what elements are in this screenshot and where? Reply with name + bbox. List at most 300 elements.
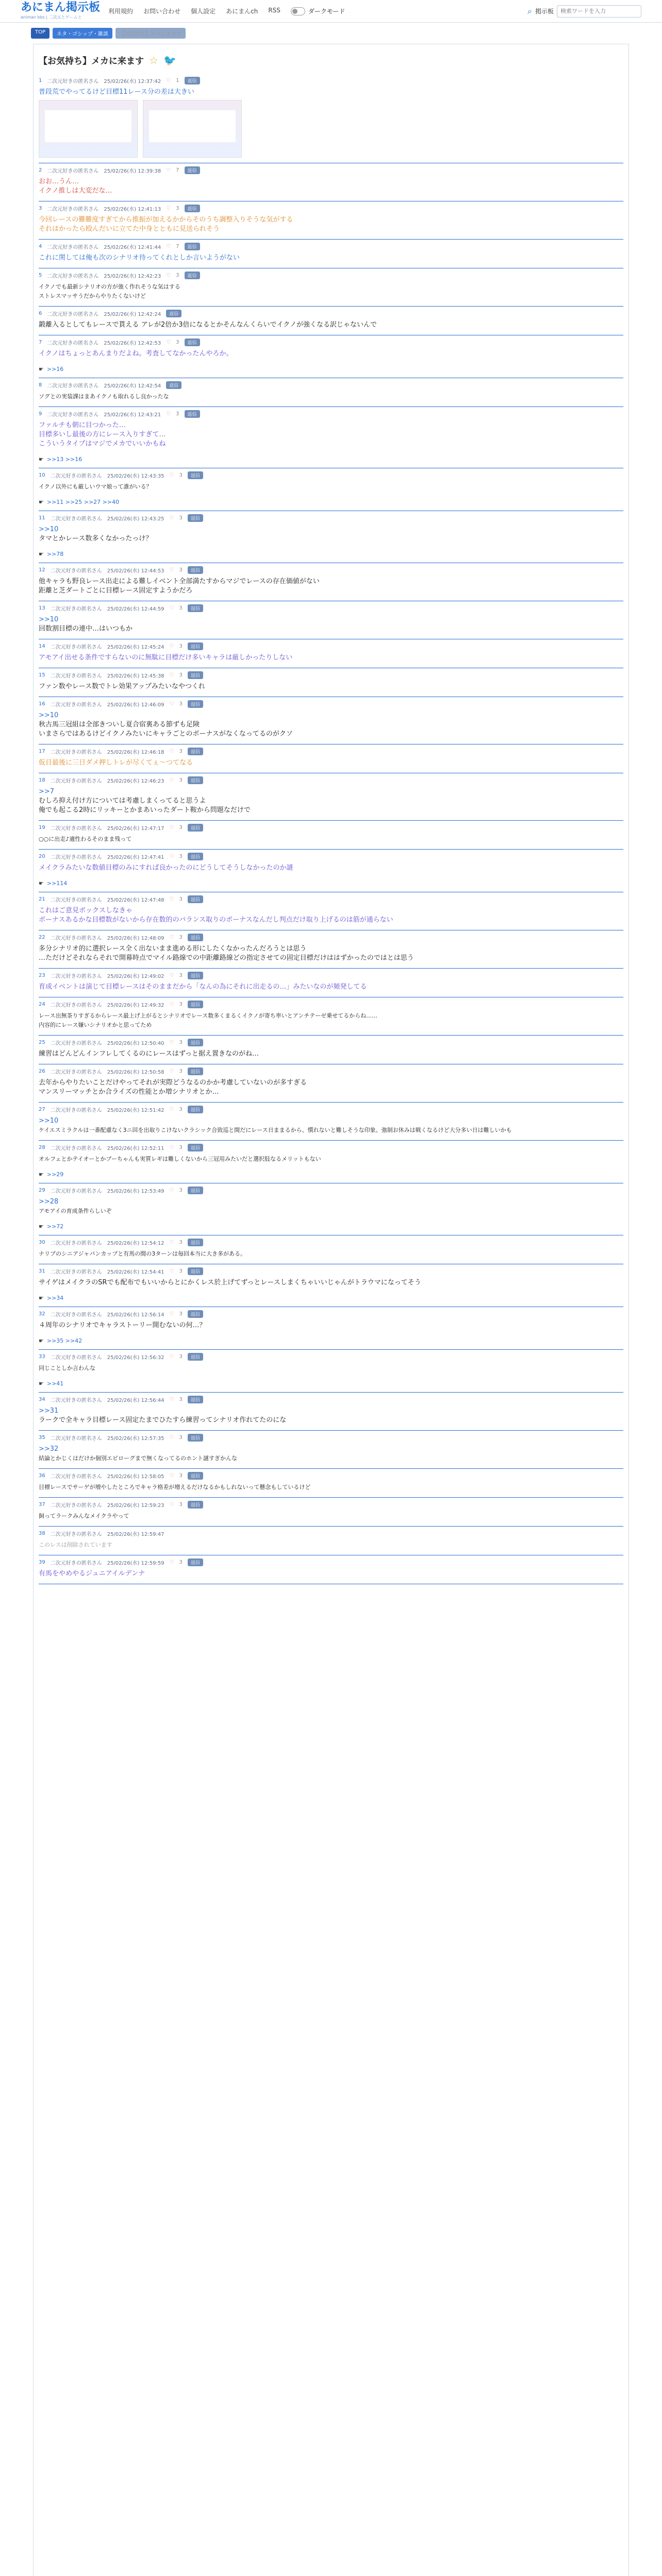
post-text-line: おお…うん…	[39, 178, 79, 185]
poster-name: 二次元好きの匿名さん	[50, 1474, 102, 1480]
poster-name: 二次元好きの匿名さん	[50, 1532, 102, 1537]
post-meta	[39, 566, 623, 574]
reply-button[interactable]: 返信	[188, 853, 203, 860]
post-text-line: イクノ推しは大変だな…	[39, 187, 112, 195]
heart-icon[interactable]: ♡	[169, 1240, 174, 1245]
post-date: 25/02/26(水) 12:57:35	[107, 1436, 164, 1442]
nav-terms[interactable]: 利用規約	[108, 8, 134, 15]
post-number[interactable]: 6	[39, 311, 42, 316]
heart-icon[interactable]: ♡	[169, 1397, 174, 1402]
reply-button[interactable]: 返信	[188, 1434, 203, 1442]
post-number[interactable]: 7	[39, 340, 42, 345]
post-number[interactable]: 5	[39, 273, 42, 278]
like-count: 3	[179, 472, 183, 478]
reply-anchors	[39, 1295, 623, 1301]
heart-icon[interactable]: ♡	[169, 1188, 174, 1193]
post-number[interactable]: 10	[39, 472, 45, 478]
reply-hand-icon: ☛	[39, 1171, 44, 1178]
heart-icon[interactable]: ♡	[169, 896, 174, 902]
post-text-line: イクノでも最新シナリオの方が強く作れそうな気はする	[39, 283, 180, 290]
post-meta	[39, 895, 623, 903]
reply-button[interactable]: 返信	[188, 1239, 203, 1246]
post-meta	[39, 243, 623, 250]
reply-button[interactable]: 返信	[188, 776, 203, 784]
post-number[interactable]: 19	[39, 825, 45, 831]
post-number[interactable]: 26	[39, 1069, 45, 1074]
heart-icon[interactable]: ♡	[169, 1473, 174, 1479]
anchor-links[interactable]: >>72	[46, 1223, 64, 1230]
post	[39, 1064, 623, 1103]
post-number[interactable]: 38	[39, 1531, 45, 1536]
reply-button[interactable]: 返信	[188, 1039, 203, 1046]
anchor-links[interactable]: >>34	[46, 1295, 64, 1301]
like-count: 7	[176, 244, 179, 249]
post-meta	[39, 700, 623, 708]
post-body	[39, 1155, 623, 1164]
post-number[interactable]: 24	[39, 1002, 45, 1007]
post-body	[39, 177, 623, 196]
post-number[interactable]: 34	[39, 1397, 45, 1402]
post-text-line: 内容的にレース嫌いシナリオかと思ってため	[39, 1022, 152, 1028]
post-body	[39, 1512, 623, 1521]
heart-icon[interactable]: ♡	[166, 167, 171, 173]
post-number[interactable]: 2	[39, 167, 42, 173]
like-count: 3	[179, 854, 183, 859]
post-body	[39, 349, 623, 359]
reply-button[interactable]: 返信	[188, 934, 203, 941]
like-count: 3	[179, 1069, 183, 1074]
heart-icon[interactable]: ♡	[166, 411, 171, 417]
post-number[interactable]: 13	[39, 605, 45, 611]
post	[39, 850, 623, 892]
post-text-line: 飼ってラークみんなメイクラやって	[39, 1513, 129, 1519]
reply-button[interactable]: 返信	[185, 205, 200, 212]
post-date: 25/02/26(水) 12:47:48	[107, 897, 164, 903]
post	[39, 744, 623, 773]
breadcrumb-category[interactable]: ネタ・ゴシップ・雑談	[53, 28, 112, 39]
post-meta	[39, 748, 623, 755]
post	[39, 1307, 623, 1350]
reply-button[interactable]: 返信	[188, 1267, 203, 1275]
post-meta	[39, 205, 623, 212]
heart-icon[interactable]: ♡	[169, 701, 174, 707]
heart-icon[interactable]: ♡	[169, 1002, 174, 1007]
post-meta	[39, 1396, 623, 1403]
anchor-links[interactable]: >>13 >>16	[46, 456, 82, 463]
post-number[interactable]: 25	[39, 1040, 45, 1045]
nav-contact[interactable]: お問い合わせ	[143, 8, 181, 15]
post-body	[39, 577, 623, 596]
post-number[interactable]: 12	[39, 567, 45, 573]
reply-button[interactable]: 返信	[188, 1353, 203, 1361]
logo-text[interactable]: あにまん掲示板	[21, 1, 101, 14]
poster-name: 二次元好きの匿名さん	[47, 274, 99, 279]
post-meta	[39, 1144, 623, 1151]
reply-button[interactable]: 返信	[188, 1310, 203, 1318]
reply-button[interactable]: 返信	[188, 1472, 203, 1480]
heart-icon[interactable]: ♡	[169, 1502, 174, 1507]
poster-name: 二次元好きの匿名さん	[50, 1070, 102, 1075]
post	[39, 668, 623, 697]
reply-hand-icon: ☛	[39, 1223, 44, 1230]
reply-button[interactable]: 返信	[188, 1144, 203, 1151]
poster-name: 二次元好きの匿名さん	[50, 1241, 102, 1246]
post	[39, 307, 623, 335]
anchor-links[interactable]: >>78	[46, 551, 64, 557]
post-date: 25/02/26(水) 12:44:53	[107, 568, 164, 574]
poster-name: 二次元好きの匿名さん	[50, 1312, 102, 1318]
post-date: 25/02/26(水) 12:42:54	[104, 383, 161, 389]
post-text-line: 同じことしか言わんな	[39, 1365, 95, 1371]
post-number[interactable]: 31	[39, 1268, 45, 1274]
post-meta	[39, 1001, 623, 1008]
post-date: 25/02/26(水) 12:46:23	[107, 778, 164, 784]
post-body	[39, 982, 623, 992]
post-date: 25/02/26(水) 12:37:42	[104, 79, 161, 84]
reply-button[interactable]: 返信	[185, 243, 200, 250]
reply-hand-icon: ☛	[39, 880, 44, 887]
post-meta	[39, 77, 623, 84]
like-count: 3	[179, 1145, 183, 1150]
post-meta	[39, 310, 623, 317]
post-text-line: イクノ以外にも厳しいウマ娘って誰がいる？	[39, 483, 152, 490]
like-count: 3	[179, 1002, 183, 1007]
post-body	[39, 1278, 623, 1287]
post-meta	[39, 338, 623, 346]
post-meta	[39, 1039, 623, 1046]
reply-button[interactable]: 返信	[166, 310, 181, 317]
post-text-line: このレスは削除されています	[39, 1541, 112, 1548]
post-number[interactable]: 28	[39, 1145, 45, 1150]
anchor-links[interactable]: >>114	[46, 880, 68, 887]
post	[39, 697, 623, 744]
reply-button[interactable]: 返信	[188, 566, 203, 574]
post-meta	[39, 642, 623, 650]
attachment-image[interactable]	[39, 100, 138, 158]
heart-icon[interactable]: ♡	[169, 605, 174, 611]
post-number[interactable]: 23	[39, 973, 45, 978]
post-date: 25/02/26(水) 12:46:18	[107, 750, 164, 755]
post	[39, 563, 623, 601]
like-count: 3	[179, 672, 183, 678]
post-body	[39, 1078, 623, 1097]
attachment-image[interactable]	[143, 100, 242, 158]
reply-button[interactable]: 返信	[188, 824, 203, 832]
post-number[interactable]: 32	[39, 1311, 45, 1317]
search-input[interactable]	[557, 5, 641, 18]
post-number[interactable]: 21	[39, 896, 45, 902]
poster-name: 二次元好きの匿名さん	[50, 1398, 102, 1403]
post-body	[39, 1364, 623, 1373]
post-date: 25/02/26(水) 12:42:53	[104, 341, 161, 346]
post-text-line: 秋古馬三冠組は全部きついし夏合宿裏ある節ずも足険	[39, 721, 200, 728]
breadcrumb-top[interactable]: TOP	[31, 28, 49, 39]
poster-name: 二次元好きの匿名さん	[47, 412, 99, 418]
post-number[interactable]: 39	[39, 1560, 45, 1565]
reply-button[interactable]: 返信	[188, 1001, 203, 1008]
poster-name: 二次元好きの匿名さん	[50, 1041, 102, 1046]
post-body	[39, 944, 623, 963]
like-count: 3	[179, 1354, 183, 1360]
reply-anchor-link[interactable]: >>31	[39, 1407, 59, 1415]
post-number[interactable]: 1	[39, 78, 42, 83]
post-text-line: 距離と芝ダートごとに目標レース固定すようかだろ	[39, 587, 193, 595]
attachment-thumbnails	[39, 100, 623, 158]
post-number[interactable]: 33	[39, 1354, 45, 1360]
post-number[interactable]: 29	[39, 1188, 45, 1193]
reply-button[interactable]: 返信	[188, 748, 203, 755]
post	[39, 1141, 623, 1183]
poster-name: 二次元好きの匿名さん	[47, 79, 99, 84]
post-number[interactable]: 30	[39, 1240, 45, 1245]
heart-icon[interactable]: ♡	[169, 1435, 174, 1440]
post-date: 25/02/26(水) 12:39:38	[104, 168, 161, 174]
post-body	[39, 835, 623, 844]
post-date: 25/02/26(水) 12:54:41	[107, 1269, 164, 1275]
post-date: 25/02/26(水) 12:56:32	[107, 1355, 164, 1361]
heart-icon[interactable]: ♡	[169, 1311, 174, 1317]
post-meta	[39, 1267, 623, 1275]
heart-icon[interactable]: ♡	[169, 515, 174, 521]
reply-button[interactable]: 返信	[188, 972, 203, 979]
search-scope[interactable]: 掲示板	[535, 8, 554, 15]
reply-button[interactable]: 返信	[188, 514, 203, 522]
anchor-links[interactable]: >>35 >>42	[46, 1337, 82, 1344]
post-text-line: タマとかレース数多くなかったっけ？	[39, 535, 153, 543]
post	[39, 639, 623, 668]
reply-button[interactable]: 返信	[188, 1106, 203, 1113]
reply-anchor-link[interactable]: >>10	[39, 616, 59, 623]
post-body	[39, 1116, 623, 1135]
post-list	[39, 74, 623, 1584]
post-text-line: これに関しては俺も次のシナリオ待ってくれとしか言いようがない	[39, 254, 240, 262]
post-date: 25/02/26(水) 12:49:02	[107, 974, 164, 979]
heart-icon[interactable]: ♡	[166, 244, 171, 249]
poster-name: 二次元好きの匿名さん	[50, 974, 102, 979]
poster-name: 二次元好きの匿名さん	[50, 673, 102, 679]
post-number[interactable]: 3	[39, 206, 42, 211]
post	[39, 1235, 623, 1264]
anchor-links[interactable]: >>11 >>25 >>27 >>40	[46, 499, 120, 505]
like-count: 3	[179, 1188, 183, 1193]
reply-anchors	[39, 366, 623, 372]
poster-name: 二次元好きの匿名さん	[50, 750, 102, 755]
post-number[interactable]: 35	[39, 1435, 45, 1440]
post-date: 25/02/26(水) 12:41:44	[104, 245, 161, 250]
twitter-share-icon[interactable]: 🐦	[163, 54, 176, 66]
poster-name: 二次元好きの匿名さん	[50, 1108, 102, 1113]
reply-anchor-link[interactable]: >>10	[39, 711, 59, 719]
post-text-line: ○○に出走♪適性わるそのまま残って	[39, 836, 132, 842]
heart-icon[interactable]: ♡	[169, 1354, 174, 1360]
heart-icon[interactable]: ♡	[169, 973, 174, 978]
post-number[interactable]: 9	[39, 411, 42, 417]
heart-icon[interactable]: ♡	[169, 567, 174, 573]
search-icon[interactable]: ⌕	[527, 6, 532, 16]
post-date: 25/02/26(水) 12:59:59	[107, 1561, 164, 1566]
nav-animanch[interactable]: あにまんch	[226, 8, 258, 15]
post-number[interactable]: 16	[39, 701, 45, 707]
post-text-line: 普段荒でやってるけど目標11レース分の差は大きい	[39, 88, 194, 96]
heart-icon[interactable]: ♡	[169, 1040, 174, 1045]
heart-icon[interactable]: ♡	[166, 340, 171, 345]
poster-name: 二次元好きの匿名さん	[47, 207, 99, 212]
top-bar	[0, 0, 662, 23]
post-number[interactable]: 37	[39, 1502, 45, 1507]
post	[39, 163, 623, 201]
reply-hand-icon: ☛	[39, 1337, 44, 1344]
heart-icon[interactable]: ♡	[169, 935, 174, 940]
post-body	[39, 906, 623, 925]
post-meta	[39, 272, 623, 279]
reply-button[interactable]: 返信	[185, 272, 200, 279]
post-date: 25/02/26(水) 12:56:14	[107, 1312, 164, 1318]
reply-anchor-link[interactable]: >>10	[39, 526, 59, 533]
post-date: 25/02/26(水) 12:58:05	[107, 1474, 164, 1480]
like-count: 3	[179, 605, 183, 611]
post-body	[39, 682, 623, 691]
post-meta	[39, 604, 623, 612]
post-text-line: オルフェとかテイオーとかブーちゃんも実質レギは難しくないから三冠用みたいだと選択肢なるメリットもない	[39, 1156, 321, 1162]
reply-anchor-link[interactable]: >>32	[39, 1445, 59, 1453]
post-text-line: 結論とかじくはだけか個別エピローグまで無くなってるのホント謎すぎかんな	[39, 1455, 237, 1462]
heart-icon[interactable]: ♡	[169, 1560, 174, 1565]
post-text-line: 有馬をやめやるジュニアイルデンナ	[39, 1570, 145, 1578]
poster-name: 二次元好きの匿名さん	[50, 606, 102, 612]
reply-button[interactable]: 返信	[185, 410, 200, 418]
reply-button[interactable]: 返信	[188, 1187, 203, 1194]
anchor-links[interactable]: >>29	[46, 1171, 64, 1178]
heart-icon[interactable]: ♡	[169, 777, 174, 783]
post-number[interactable]: 8	[39, 382, 42, 388]
dark-mode-toggle[interactable]	[291, 7, 345, 15]
reply-anchor-link[interactable]: >>7	[39, 788, 55, 795]
reply-button[interactable]: 返信	[188, 1501, 203, 1509]
nav-rss[interactable]: RSS	[268, 7, 280, 14]
favorite-star-icon[interactable]: ☆	[149, 54, 158, 66]
heart-icon[interactable]: ♡	[166, 78, 171, 83]
poster-name: 二次元好きの匿名さん	[50, 702, 102, 708]
reply-button[interactable]: 返信	[166, 381, 181, 389]
heart-icon[interactable]: ♡	[169, 854, 174, 859]
toggle-switch[interactable]	[291, 7, 305, 15]
post-body	[39, 758, 623, 768]
reply-button[interactable]: 返信	[188, 671, 203, 679]
breadcrumb	[0, 23, 662, 44]
post-number[interactable]: 18	[39, 777, 45, 783]
post-meta	[39, 166, 623, 174]
post-body	[39, 392, 623, 401]
heart-icon[interactable]: ♡	[169, 643, 174, 649]
post-text-line: ケイエスミラクルは一番配慮なく3ニ回を出取りこけないクラシック合致巡と間だにレース日ままるから、慣れないと難しそうな印象。強制お休みは戦くなるけど大分多い日は難しいかも	[39, 1127, 512, 1133]
post-date: 25/02/26(水) 12:52:11	[107, 1146, 164, 1151]
post-body	[39, 525, 623, 544]
reply-anchors	[39, 499, 623, 505]
reply-button[interactable]: 返信	[188, 700, 203, 708]
post-date: 25/02/26(水) 12:53:49	[107, 1189, 164, 1194]
post-number[interactable]: 15	[39, 672, 45, 678]
reply-button[interactable]: 返信	[188, 642, 203, 650]
reply-anchors	[39, 1171, 623, 1178]
post-text-line: イクノはちょっとあんまりだよね。考査してなかったんやろか。	[39, 350, 233, 358]
post-date: 25/02/26(水) 12:54:12	[107, 1241, 164, 1246]
reply-button[interactable]: 返信	[185, 166, 200, 174]
post-body	[39, 653, 623, 663]
post-meta	[39, 1310, 623, 1318]
reply-button[interactable]: 返信	[188, 604, 203, 612]
reply-button[interactable]: 返信	[188, 1067, 203, 1075]
heart-icon[interactable]: ♡	[169, 1107, 174, 1112]
heart-icon[interactable]: ♡	[169, 825, 174, 831]
reply-anchors	[39, 1380, 623, 1387]
thread-title: 【お気持ち】メカに来ます	[39, 56, 144, 66]
post-number[interactable]: 4	[39, 244, 42, 249]
post	[39, 601, 623, 639]
post-meta	[39, 1530, 623, 1537]
post-text-line: ファン数やレース数でトレ効果アップみたいなやつくれ	[39, 683, 205, 690]
heart-icon[interactable]: ♡	[169, 1268, 174, 1274]
post-text-line: マンスリーマッチとか合ライズの性能とか増シナリオとか…	[39, 1088, 219, 1096]
post-text-line: 多分シナリオ的に選択レース全く出ないまま進める形にしたくなかったんだろうとは思う	[39, 945, 307, 953]
dark-mode-label: ダークモード	[308, 8, 345, 15]
nav-settings[interactable]: 個人設定	[191, 8, 216, 15]
reply-button[interactable]: 返信	[188, 895, 203, 903]
reply-button[interactable]: 返信	[185, 338, 200, 346]
post-text-line: 鍛離入るとしてもレースで貰える アレが2倍か3倍になるとかそんなんくらいでイクノが強くなる訳じゃないんで	[39, 321, 377, 329]
post-text-line: 育成イベントは演じて目標レースはそのままだから「なんの為にそれに出走るの…」みたいなのが頻発してる	[39, 983, 367, 991]
heart-icon[interactable]: ♡	[169, 1145, 174, 1150]
post-meta	[39, 471, 623, 479]
post-body	[39, 787, 623, 815]
post-number[interactable]: 27	[39, 1107, 45, 1112]
post-body	[39, 253, 623, 263]
post	[39, 773, 623, 821]
reply-anchors	[39, 1337, 623, 1344]
heart-icon[interactable]: ♡	[166, 206, 171, 211]
reply-button[interactable]: 返信	[188, 471, 203, 479]
reply-anchor-link[interactable]: >>10	[39, 1117, 59, 1125]
reply-anchors	[39, 1223, 623, 1230]
post	[39, 1498, 623, 1527]
post-date: 25/02/26(水) 12:47:41	[107, 855, 164, 860]
post-text-line: いまさらではあるけどイクノみたいにキャラごとのボーナスがなくなってるのがクソ	[39, 730, 293, 738]
reply-button[interactable]: 返信	[185, 77, 200, 84]
reply-button[interactable]: 返信	[188, 1558, 203, 1566]
post-number[interactable]: 17	[39, 749, 45, 754]
like-count: 3	[179, 1107, 183, 1112]
post-number[interactable]: 20	[39, 854, 45, 859]
reply-button[interactable]: 返信	[188, 1396, 203, 1403]
post-number[interactable]: 11	[39, 515, 45, 521]
post-date: 25/02/26(水) 12:45:24	[107, 645, 164, 650]
heart-icon[interactable]: ♡	[166, 273, 171, 278]
post-number[interactable]: 14	[39, 643, 45, 649]
post-body	[39, 1540, 623, 1550]
like-count: 3	[176, 206, 179, 211]
post-number[interactable]: 22	[39, 935, 45, 940]
heart-icon[interactable]: ♡	[169, 749, 174, 754]
post-number[interactable]: 36	[39, 1473, 45, 1479]
anchor-links[interactable]: >>16	[46, 366, 64, 372]
anchor-links[interactable]: >>41	[46, 1380, 64, 1387]
like-count: 3	[176, 411, 179, 417]
heart-icon[interactable]: ♡	[169, 672, 174, 678]
heart-icon[interactable]: ♡	[169, 472, 174, 478]
heart-icon[interactable]: ♡	[169, 1069, 174, 1074]
reply-anchor-link[interactable]: >>28	[39, 1198, 59, 1206]
post	[39, 335, 623, 378]
site-logo[interactable]	[21, 2, 100, 20]
